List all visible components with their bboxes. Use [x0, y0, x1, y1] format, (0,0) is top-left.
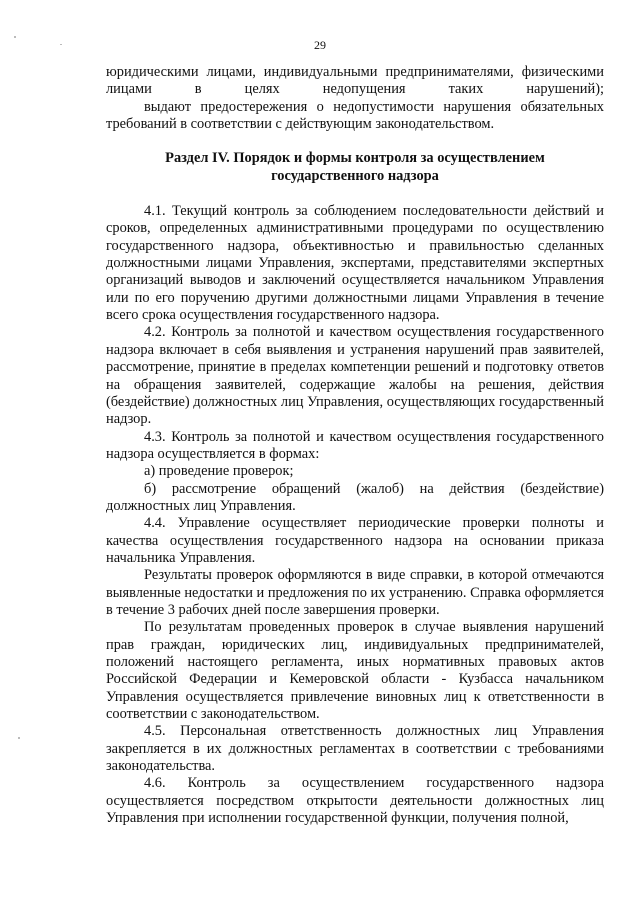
paragraph-4-5: 4.5. Персональная ответственность должностных лиц Управления закрепляется в их должностных регламентах в соответствии с требованиями законодательства. [106, 723, 604, 775]
paragraph-4-1: 4.1. Текущий контроль за соблюдением последовательности действий и сроков, определенных административными процедурами по осуществлению государственного надзора, объективностью и правильностью сделанных должностными лицами Управления, экспертами, представителями экспертных организаций выводов и заключений осуществляется начальником Управления или по его поручению другими должностными лицами Управления в течение всего срока осуществления государственного надзора. [106, 203, 604, 324]
paragraph-4-3-b: б) рассмотрение обращений (жалоб) на действия (бездействие) должностных лиц Управления. [106, 480, 604, 514]
section-heading-line-2: государственного надзора [271, 167, 439, 184]
paragraph-4-3: 4.3. Контроль за полнотой и качеством осуществления государственного надзора осуществляется в формах: [106, 428, 604, 462]
page-number: 29 [314, 38, 326, 52]
scan-mark [60, 44, 62, 45]
paragraph-by-results: По результатам проведенных проверок в случае выявления нарушений прав граждан, юридических лиц, индивидуальных предпринимателей, положений настоящего регламента, иных нормативных правовых актов Российской Федерации и Кемеровской области - Кузбасса начальником Управления осуществляется привлечение виновных лиц к ответственности в соответствии с законодательством. [106, 619, 604, 723]
document-body [106, 64, 604, 827]
scan-mark [14, 36, 16, 38]
scan-mark [18, 737, 20, 739]
paragraph-warnings: выдают предостережения о недопустимости нарушения обязательных требований в соответствии с действующим законодательством. [106, 98, 604, 133]
paragraph-4-6: 4.6. Контроль за осуществлением государственного надзора осуществляется посредством открытости деятельности должностных лиц Управления при исполнении государственной функции, получения полной, [106, 775, 604, 827]
paragraph-continuation: юридическими лицами, индивидуальными предпринимателями, физическими лицами в целях недопущения таких нарушений); [106, 64, 604, 98]
paragraph-4-4: 4.4. Управление осуществляет периодические проверки полноты и качества осуществления государственного надзора на основании приказа начальника Управления. [106, 515, 604, 566]
paragraph-results: Результаты проверок оформляются в виде справки, в которой отмечаются выявленные недостатки и предложения по их устранению. Справка оформляется в течение 3 рабочих дней после завершения проверки. [106, 567, 604, 618]
paragraph-4-2: 4.2. Контроль за полнотой и качеством осуществления государственного надзора включает в себя выявления и устранения нарушений прав заявителей, рассмотрение, принятие в пределах компетенции решений и подготовку ответов на обращения заявителей, содержащие жалобы на решения, действия (бездействие) должностных лиц Управления, осуществляющих государственный надзор. [106, 324, 604, 428]
paragraph-4-3-a: а) проведение проверок; [144, 463, 294, 480]
section-heading-line-1: Раздел IV. Порядок и формы контроля за осуществлением [165, 150, 545, 167]
